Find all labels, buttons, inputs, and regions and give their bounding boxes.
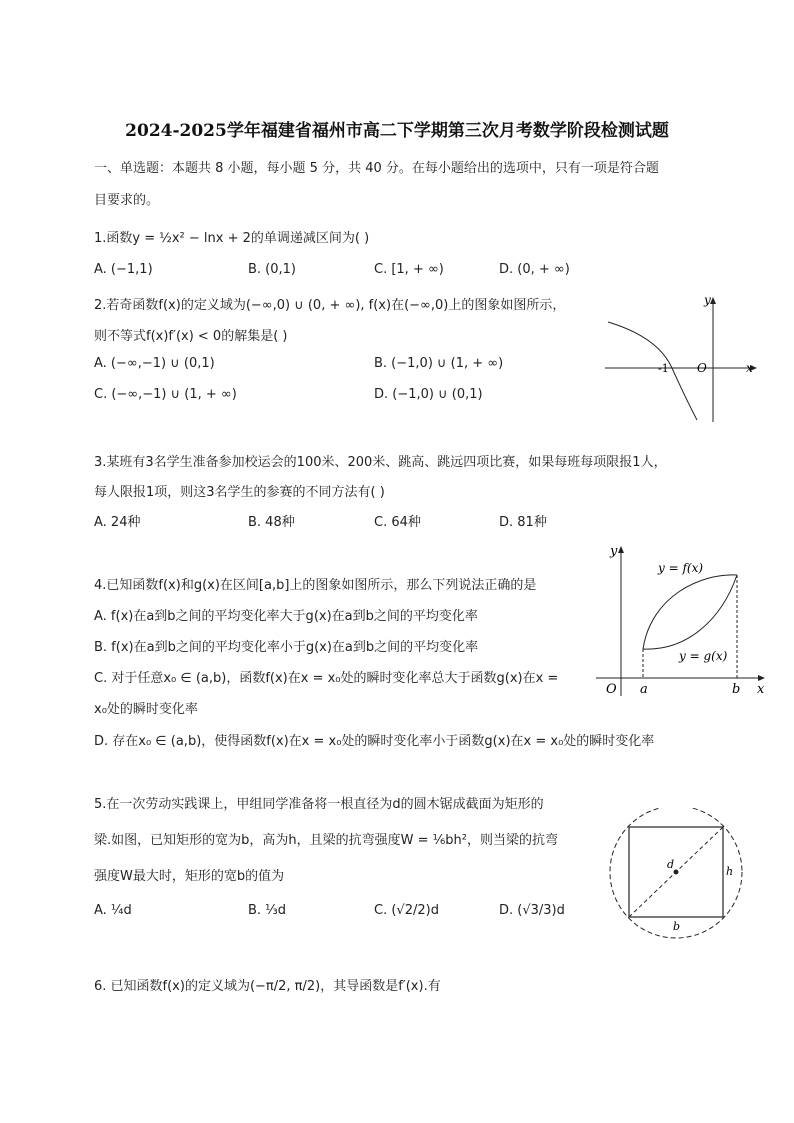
q2-option-a: A. (−∞,−1) ∪ (0,1): [94, 356, 215, 371]
section-instructions-line2: 目要求的。: [94, 193, 160, 208]
question-2-stem-line1: 2.若奇函数f(x)的定义域为(−∞,0) ∪ (0, + ∞), f(x)在(−∞,0)上的图象如图所示，: [94, 298, 566, 313]
q5-h-label: h: [726, 865, 734, 878]
q3-option-c: C. 64种: [374, 515, 421, 530]
q1-option-a: A. (−1,1): [94, 262, 153, 277]
q4-g-label: y = g(x): [679, 649, 728, 663]
q4-curve-f: [643, 575, 737, 649]
q5-b-label: b: [673, 920, 681, 933]
q2-tick-label: -1: [658, 362, 669, 375]
q1-option-c: C. [1, + ∞): [374, 262, 444, 277]
q4-y-arrow: [618, 546, 624, 553]
q4-y-label: y: [610, 544, 618, 559]
q4-option-c-line2: x₀处的瞬时变化率: [94, 702, 198, 717]
q3-option-a: A. 24种: [94, 515, 141, 530]
q4-x-arrow: [758, 675, 765, 681]
question-3-stem-line1: 3.某班有3名学生准备参加校运会的100米、200米、跳高、跳远四项比赛，如果每班每项限报1人，: [94, 455, 667, 470]
question-1-stem: 1.函数y = ½x² − lnx + 2的单调递减区间为( ): [94, 231, 370, 246]
q4-option-a: A. f(x)在a到b之间的平均变化率大于g(x)在a到b之间的平均变化率: [94, 609, 478, 624]
q4-b-label: b: [732, 682, 741, 697]
q5-option-c: C. (√2/2)d: [374, 903, 439, 918]
question-5-stem-line2: 梁.如图，已知矩形的宽为b，高为h，且梁的抗弯强度W = ⅙bh²，则当梁的抗弯: [94, 833, 558, 848]
q4-figure: [596, 541, 771, 701]
q1-option-d: D. (0, + ∞): [499, 262, 570, 277]
q4-option-c-line1: C. 对于任意x₀ ∈ (a,b)，函数f(x)在x = x₀处的瞬时变化率总大于函数g(x)在x =: [94, 671, 559, 686]
q5-figure: [605, 808, 750, 943]
q2-option-c: C. (−∞,−1) ∪ (1, + ∞): [94, 387, 237, 402]
section-instructions-line1: 一、单选题：本题共 8 小题，每小题 5 分，共 40 分。在每小题给出的选项中，只有一项是符合题: [94, 161, 659, 176]
page-title: 2024-2025学年福建省福州市高二下学期第三次月考数学阶段检测试题: [125, 121, 669, 141]
q2-option-b: B. (−1,0) ∪ (1, + ∞): [374, 356, 504, 371]
q2-y-label: y: [704, 293, 711, 307]
q2-curve: [608, 322, 697, 420]
q5-d-label: d: [667, 858, 675, 871]
question-3-stem-line2: 每人限报1项，则这3名学生的参赛的不同方法有( ): [94, 485, 385, 500]
question-6-stem: 6. 已知函数f(x)的定义域为(−π/2, π/2)，其导函数是f′(x).有: [94, 979, 441, 994]
q2-figure: [600, 292, 760, 427]
q2-x-label: x: [746, 361, 753, 375]
question-5-stem-line1: 5.在一次劳动实践课上，甲组同学准备将一根直径为d的圆木锯成截面为矩形的: [94, 797, 544, 812]
q2-option-d: D. (−1,0) ∪ (0,1): [374, 387, 483, 402]
q1-option-b: B. (0,1): [248, 262, 297, 277]
question-4-stem: 4.已知函数f(x)和g(x)在区间[a,b]上的图象如图所示，那么下列说法正确的是: [94, 578, 537, 593]
q3-option-d: D. 81种: [499, 515, 547, 530]
q5-center-dot: [674, 870, 679, 875]
q4-curve-g: [643, 575, 737, 649]
q2-origin-label: O: [697, 361, 707, 375]
question-2-stem-line2: 则不等式f(x)f′(x) < 0的解集是( ): [94, 329, 288, 344]
q4-origin-label: O: [606, 682, 617, 697]
q3-option-b: B. 48种: [248, 515, 295, 530]
question-5-stem-line3: 强度W最大时，矩形的宽b的值为: [94, 869, 285, 884]
q2-y-arrow: [710, 297, 716, 304]
q4-x-label: x: [757, 682, 765, 697]
q4-option-d: D. 存在x₀ ∈ (a,b)，使得函数f(x)在x = x₀处的瞬时变化率小于函数g(x)在x = x₀处的瞬时变化率: [94, 734, 655, 749]
q5-option-b: B. ⅓d: [248, 903, 287, 918]
q4-option-b: B. f(x)在a到b之间的平均变化率小于g(x)在a到b之间的平均变化率: [94, 640, 479, 655]
q4-a-label: a: [640, 682, 648, 697]
q5-option-d: D. (√3/3)d: [499, 903, 565, 918]
q4-f-label: y = f(x): [658, 561, 704, 575]
q5-option-a: A. ¼d: [94, 903, 132, 918]
